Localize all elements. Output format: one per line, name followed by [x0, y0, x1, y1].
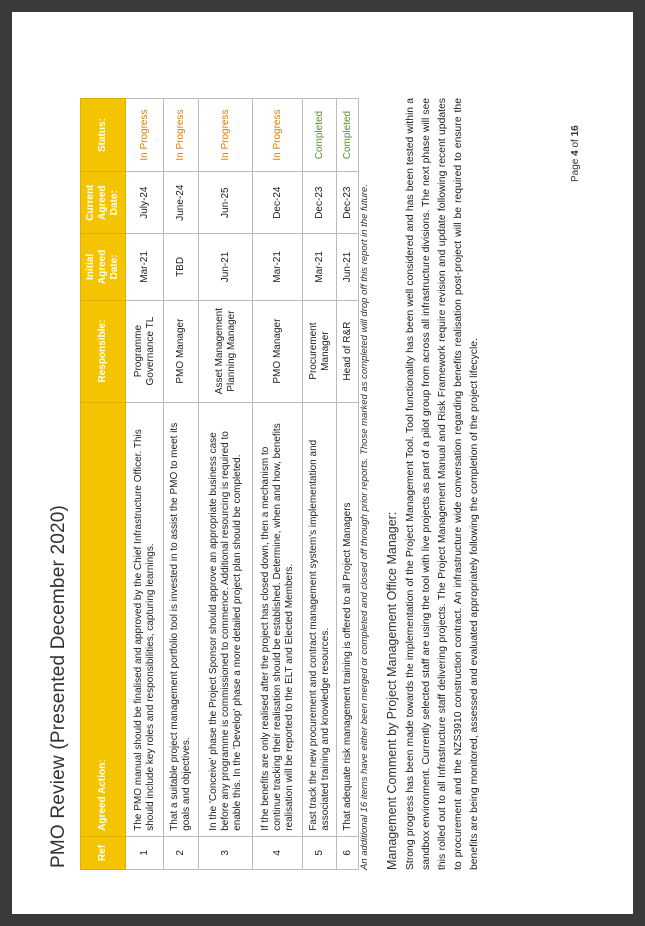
cell-status: In Progress: [253, 99, 303, 172]
header-initial-date: Initial Agreed Date:: [81, 234, 126, 300]
cell-current-date: Dec-23: [303, 172, 337, 234]
document-page: [42, 62, 632, 902]
cell-status: In Progress: [126, 99, 164, 172]
cell-ref: 1: [126, 836, 164, 869]
table-footnote: An additional 16 items have either been merged or completed and closed off through prior reports. Those marked as completed will drop off this report in the future.: [359, 184, 370, 870]
cell-ref: 2: [164, 836, 199, 869]
cell-current-date: Dec-24: [253, 172, 303, 234]
management-comment-heading: Management Comment by Project Management Office Manager:: [385, 511, 399, 870]
cell-initial-date: Jun-21: [337, 234, 359, 300]
cell-initial-date: Mar-21: [253, 234, 303, 300]
header-current-date: Current Agreed Date:: [81, 172, 126, 234]
cell-action: That a suitable project management portfolio tool is invested in to assist the PMO to meet its goals and objectives.: [164, 402, 199, 836]
actions-table: [80, 98, 359, 870]
page-total: 16: [570, 125, 581, 137]
page-of: of: [570, 139, 581, 148]
cell-ref: 6: [337, 836, 359, 869]
page-current: 4: [570, 150, 581, 156]
table-header-row: [81, 99, 126, 870]
cell-responsible: Procurement Manager: [303, 300, 337, 402]
cell-action: If the benefits are only realised after the project has closed down, then a mechanism to continue tracking their realisation should be established. Determine, when and how, benefits realisation will be reported to the ELT and Elected Members.: [253, 402, 303, 836]
header-status: Status:: [81, 99, 126, 172]
cell-responsible: PMO Manager: [253, 300, 303, 402]
cell-initial-date: Mar-21: [126, 234, 164, 300]
cell-action: The PMO manual should be finalised and approved by the Chief Infrastructure Officer. This should include key roles and responsibilities, capturing learnings.: [126, 402, 164, 836]
cell-current-date: July-24: [126, 172, 164, 234]
management-comment-body: Strong progress has been made towards the implementation of the Project Management Tool. Tool functionality has been well considered and has been tested within a sandbox environment. Currently selected staff are using the tool with live projects as part of a pilot group from across all infrastructure divisions. The next phase will see this rolled out to all Infrastructure staff delivering projects. The Project Management Manual and Risk Framework require revision and update following recent updates to procurement and the NZS3910 construction contract. An infrastructure wide conversation regarding benefits realisation post-project will be required to ensure the benefits are being monitored, assessed and evaluated appropriately following the completion of the project lifecycle.: [405, 98, 481, 870]
cell-initial-date: Mar-21: [303, 234, 337, 300]
cell-initial-date: TBD: [164, 234, 199, 300]
cell-action: In the 'Conceive' phase the Project Sponsor should approve an appropriate business case before any programme is commissioned to commence. Additional resourcing is required to enable this. In the 'Develop' phase a more detailed project plan should be completed.: [199, 402, 253, 836]
header-agreed-action: Agreed Action:: [81, 402, 126, 836]
header-ref: Ref: [81, 836, 126, 869]
table-row: [126, 99, 164, 870]
cell-current-date: June-24: [164, 172, 199, 234]
cell-ref: 5: [303, 836, 337, 869]
cell-current-date: Dec-23: [337, 172, 359, 234]
cell-ref: 3: [199, 836, 253, 869]
cell-responsible: Programme Governance TL: [126, 300, 164, 402]
cell-responsible: Head of R&R: [337, 300, 359, 402]
cell-responsible: Asset Management Planning Manager: [199, 300, 253, 402]
document-title: PMO Review (Presented December 2020): [48, 504, 69, 868]
table-row: [337, 99, 359, 870]
cell-status: Completed: [303, 99, 337, 172]
cell-current-date: Jun-25: [199, 172, 253, 234]
table-row: [199, 99, 253, 870]
table-row: [253, 99, 303, 870]
cell-status: In Progress: [199, 99, 253, 172]
cell-status: Completed: [337, 99, 359, 172]
table-row: [164, 99, 199, 870]
cell-status: In Progress: [164, 99, 199, 172]
page-label: Page: [570, 158, 581, 182]
cell-action: Fast track the new procurement and contract management system's implementation and associated training and knowledge resources.: [303, 402, 337, 836]
cell-responsible: PMO Manager: [164, 300, 199, 402]
table-row: [303, 99, 337, 870]
header-responsible: Responsible:: [81, 300, 126, 402]
cell-initial-date: Jun-21: [199, 234, 253, 300]
cell-action: That adequate risk management training is offered to all Project Managers: [337, 402, 359, 836]
page-number: [570, 125, 581, 182]
cell-ref: 4: [253, 836, 303, 869]
